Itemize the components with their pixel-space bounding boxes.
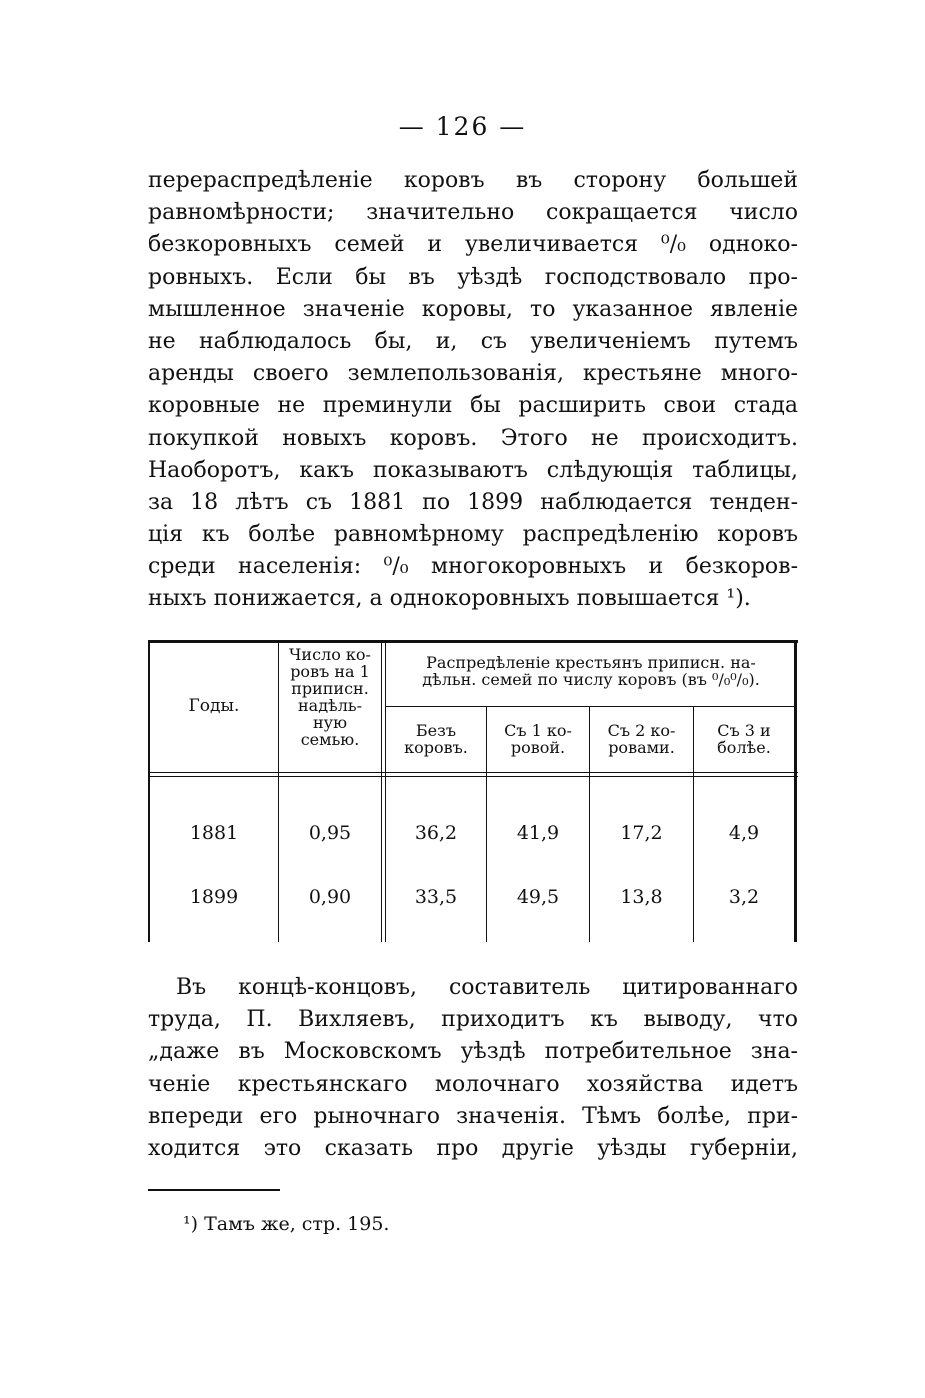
table-cell-three-plus: 4,9 bbox=[728, 822, 760, 844]
header-years: Годы. bbox=[188, 696, 240, 716]
text-line: покупкой новыхъ коровъ. Этого не происходитъ. bbox=[148, 425, 798, 451]
text-line: среди населенія: ⁰/₀ многокоровныхъ и безкоров- bbox=[148, 554, 798, 580]
table-cell-without: 33,5 bbox=[414, 886, 458, 908]
table-right-rule bbox=[794, 640, 797, 942]
text-line: „даже въ Московскомъ уѣздѣ потребительное зна- bbox=[148, 1039, 798, 1065]
text-line: ченіе крестьянскаго молочнаго хозяйства идетъ bbox=[148, 1071, 798, 1097]
header-rule bbox=[148, 776, 798, 777]
text-line: безкоровныхъ семей и увеличивается ⁰/₀ однoко- bbox=[148, 232, 798, 258]
cow-distribution-table bbox=[148, 640, 798, 942]
footnote: ¹) Тамъ же, стр. 195. bbox=[183, 1213, 390, 1235]
header-three-plus-cows: Съ 3 и болѣе. bbox=[717, 721, 771, 757]
text-line: равномѣрности; значительно сокращается число bbox=[148, 200, 798, 226]
group-rule bbox=[386, 706, 796, 707]
text-line: ныхъ понижается, а однокоровныхъ повышается ¹). bbox=[148, 586, 751, 612]
table-cell-without: 36,2 bbox=[414, 822, 458, 844]
table-cell-cows-per-family: 0,90 bbox=[308, 886, 352, 908]
text-line: за 18 лѣтъ съ 1881 по 1899 наблюдается тенден- bbox=[148, 489, 798, 515]
header-one-cow: Съ 1 ко- ровой. bbox=[504, 721, 572, 757]
table-cell-two: 13,8 bbox=[620, 886, 663, 908]
header-two-cows: Съ 2 ко- ровами. bbox=[607, 721, 676, 757]
table-cell-cows-per-family: 0,95 bbox=[308, 822, 352, 844]
page-number: — 126 — bbox=[398, 112, 527, 141]
text-line: Наоборотъ, какъ показываютъ слѣдующія таблицы, bbox=[148, 457, 798, 483]
text-line: мышленное значенiе коровы, то указанное явленіе bbox=[148, 296, 798, 322]
header-without-cows: Безъ коровъ. bbox=[404, 721, 468, 757]
header-distribution-group: Распредѣленіе крестьянъ приписн. на- дѣльн. семей по числу коровъ (въ ⁰/₀⁰/₀). bbox=[422, 653, 760, 689]
table-cell-year: 1881 bbox=[189, 822, 239, 844]
table-cell-three-plus: 3,2 bbox=[728, 886, 760, 908]
text-line: не наблюдалось бы, и, съ увеличеніемъ путемъ bbox=[148, 328, 798, 354]
text-line: ровныхъ. Если бы въ уѣздѣ господствовало про- bbox=[148, 264, 798, 290]
table-cell-one: 49,5 bbox=[516, 886, 560, 908]
text-line: труда, П. Вихляевъ, приходитъ къ выводу, что bbox=[148, 1007, 798, 1033]
column-rule bbox=[381, 640, 382, 942]
text-line: Въ концѣ-концовъ, составитель цитированнаго bbox=[176, 975, 798, 1000]
body-paragraph-1 bbox=[148, 165, 798, 616]
header-cows-per-family: Число ко- ровъ на 1 приписн. надѣль- ную семью. bbox=[289, 645, 371, 749]
text-line: коровные не преминули бы расширить свои стада bbox=[148, 393, 798, 419]
text-line: перераспредѣленіе коровъ въ сторону большей bbox=[148, 168, 798, 193]
text-line: впереди его рыночнаго значенія. Тѣмъ болѣе, при- bbox=[148, 1103, 798, 1129]
table-cell-year: 1899 bbox=[189, 886, 239, 908]
table-top-rule bbox=[148, 640, 798, 643]
table-cell-two: 17,2 bbox=[620, 822, 663, 844]
header-rule bbox=[148, 772, 798, 773]
text-line: аренды своего землепользованія, крестьяне много- bbox=[148, 361, 798, 387]
footnote-rule bbox=[148, 1189, 280, 1191]
text-line: ходится это сказать про другіе уѣзды губерніи, bbox=[148, 1135, 798, 1161]
text-line: ція къ болѣе равномѣрному распредѣленію коровъ bbox=[148, 522, 798, 548]
body-paragraph-2 bbox=[148, 972, 798, 1165]
table-cell-one: 41,9 bbox=[516, 822, 560, 844]
